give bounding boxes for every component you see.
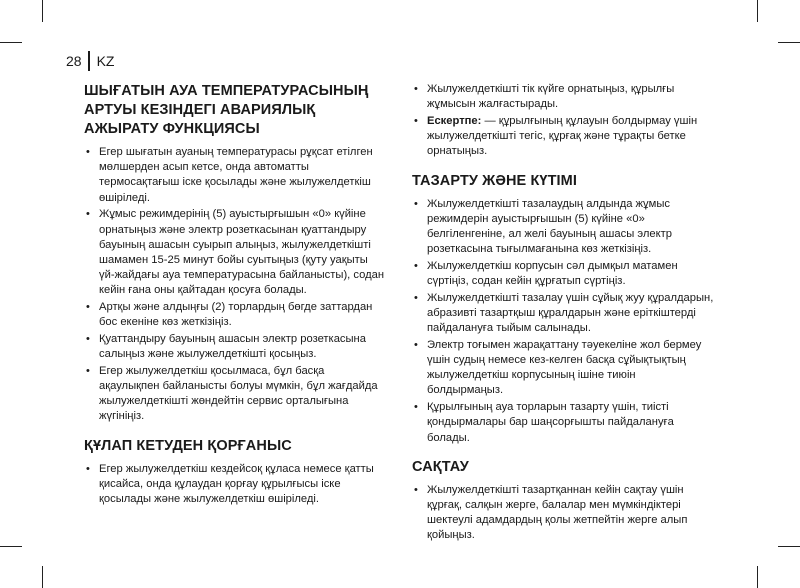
- list-item: • Жылужелдеткішті тік күйге орнатыңыз, құрылғы жұмысын жалғастырады.: [412, 82, 714, 112]
- crop-mark: [757, 566, 758, 588]
- language-code: KZ: [96, 53, 115, 69]
- section-title-emergency-shutdown: ШЫҒАТЫН АУА ТЕМПЕРАТУРАСЫНЫҢ АРТУЫ КЕЗІНДЕГІ АВАРИЯЛЫҚ АЖЫРАТУ ФУНКЦИЯСЫ: [84, 83, 369, 137]
- note-item: [412, 114, 714, 160]
- list-item: • Электр тоғымен жарақаттану тәуекеліне жол бермеу үшін судың немесе кез-келген басқа сұйықтықтың жылужелдеткіш корпусының ішіне тиюін болдырмаңыз.: [412, 338, 714, 399]
- tip-over-continued-list: [412, 82, 714, 160]
- crop-mark: [757, 0, 758, 22]
- crop-mark: [778, 42, 800, 43]
- list-item: • Жылужелдеткішті тазартқаннан кейін сақтау үшін құрғақ, салқын жерге, балалар мен мүмкіндіктері шектеулі адамдардың қолы жетпейтін жерге алып қойыңыз.: [412, 483, 714, 544]
- list-item: • Құрылғының ауа торларын тазарту үшін, тиісті қондырмалары бар шаңсорғышты пайдалануға болады.: [412, 400, 714, 446]
- crop-mark: [0, 546, 22, 547]
- right-column: [412, 82, 714, 545]
- list-item: • Егер шығатын ауаның температурасы рұқсат етілген мөлшерден асып кетсе, онда автоматты термосақтағыш іске қосылады және жылужелдеткіш өшіріледі.: [84, 145, 384, 206]
- tip-over-protection-list: [84, 462, 384, 508]
- crop-mark: [42, 0, 43, 22]
- crop-mark: [778, 546, 800, 547]
- emergency-shutdown-list: [84, 145, 384, 425]
- section-title-storage: САҚТАУ: [412, 458, 469, 475]
- list-item: • Қуаттандыру бауының ашасын электр розеткасына салыңыз және жылужелдеткішті қосыңыз.: [84, 332, 384, 362]
- note-label: Ескертпе:: [427, 114, 482, 127]
- page-number: 28: [66, 53, 82, 69]
- page-header: [66, 50, 114, 72]
- crop-mark: [0, 42, 22, 43]
- list-item: • Артқы және алдыңғы (2) торлардың бөгде заттардан бос екеніне көз жеткізіңіз.: [84, 300, 384, 330]
- list-item: • Егер жылужелдеткіш кездейсоқ құласа немесе қатты қисайса, онда құлаудан қорғау құрылғысы іске қосылады және жылужелдеткіш өшіріледі.: [84, 462, 384, 508]
- list-item: • Жылужелдеткішті тазалаудың алдында жұмыс режимдерін ауыстырғышын (5) күйіне «0» белгіленгеніне, ал желі бауының ашасы электр розеткасына тығылмағанына көз жеткізіңіз.: [412, 197, 714, 258]
- note-text: — құрылғының құлауын болдырмау үшін жылужелдеткішті тегіс, құрғақ және тұрақты бетке орнатыңыз.: [427, 114, 698, 158]
- list-item: • Егер жылужелдеткіш қосылмаса, бұл басқа ақаулықпен байланысты болуы мүмкін, бұл жағдайда жылужелдеткішті жөндейтін сервис орталығына жүгініңіз.: [84, 364, 384, 425]
- storage-list: [412, 483, 714, 544]
- cleaning-list: [412, 197, 714, 446]
- list-item: • Жұмыс режимдерінің (5) ауыстырғышын «0» күйіне орнатыңыз және электр розеткасынан қуаттандыру бауының ашасын суырып алыңыз, жылужелдеткішті шамамен 15-25 минут бойы суытыңыз (қуту уақыты үй-жайдағы ауа температурасына байланысты), содан кейін ғана оны қайтадан қосуға болады.: [84, 207, 384, 298]
- section-title-cleaning: ТАЗАРТУ ЖӘНЕ КҮТІМІ: [412, 172, 577, 189]
- header-divider: [88, 51, 90, 71]
- list-item: • Жылужелдеткіш корпусын сәл дымқыл матамен сүртіңіз, содан кейін құрғатып сүртіңіз.: [412, 259, 714, 289]
- list-item: • Жылужелдеткішті тазалау үшін сұйық жуу құралдарын, абразивті тазартқыш құралдарын және еріткіштерді пайдалануға тыйым салынады.: [412, 291, 714, 337]
- section-title-tip-over-protection: ҚҰЛАП КЕТУДЕН ҚОРҒАНЫС: [84, 437, 292, 454]
- crop-mark: [42, 566, 43, 588]
- left-column: [84, 82, 384, 509]
